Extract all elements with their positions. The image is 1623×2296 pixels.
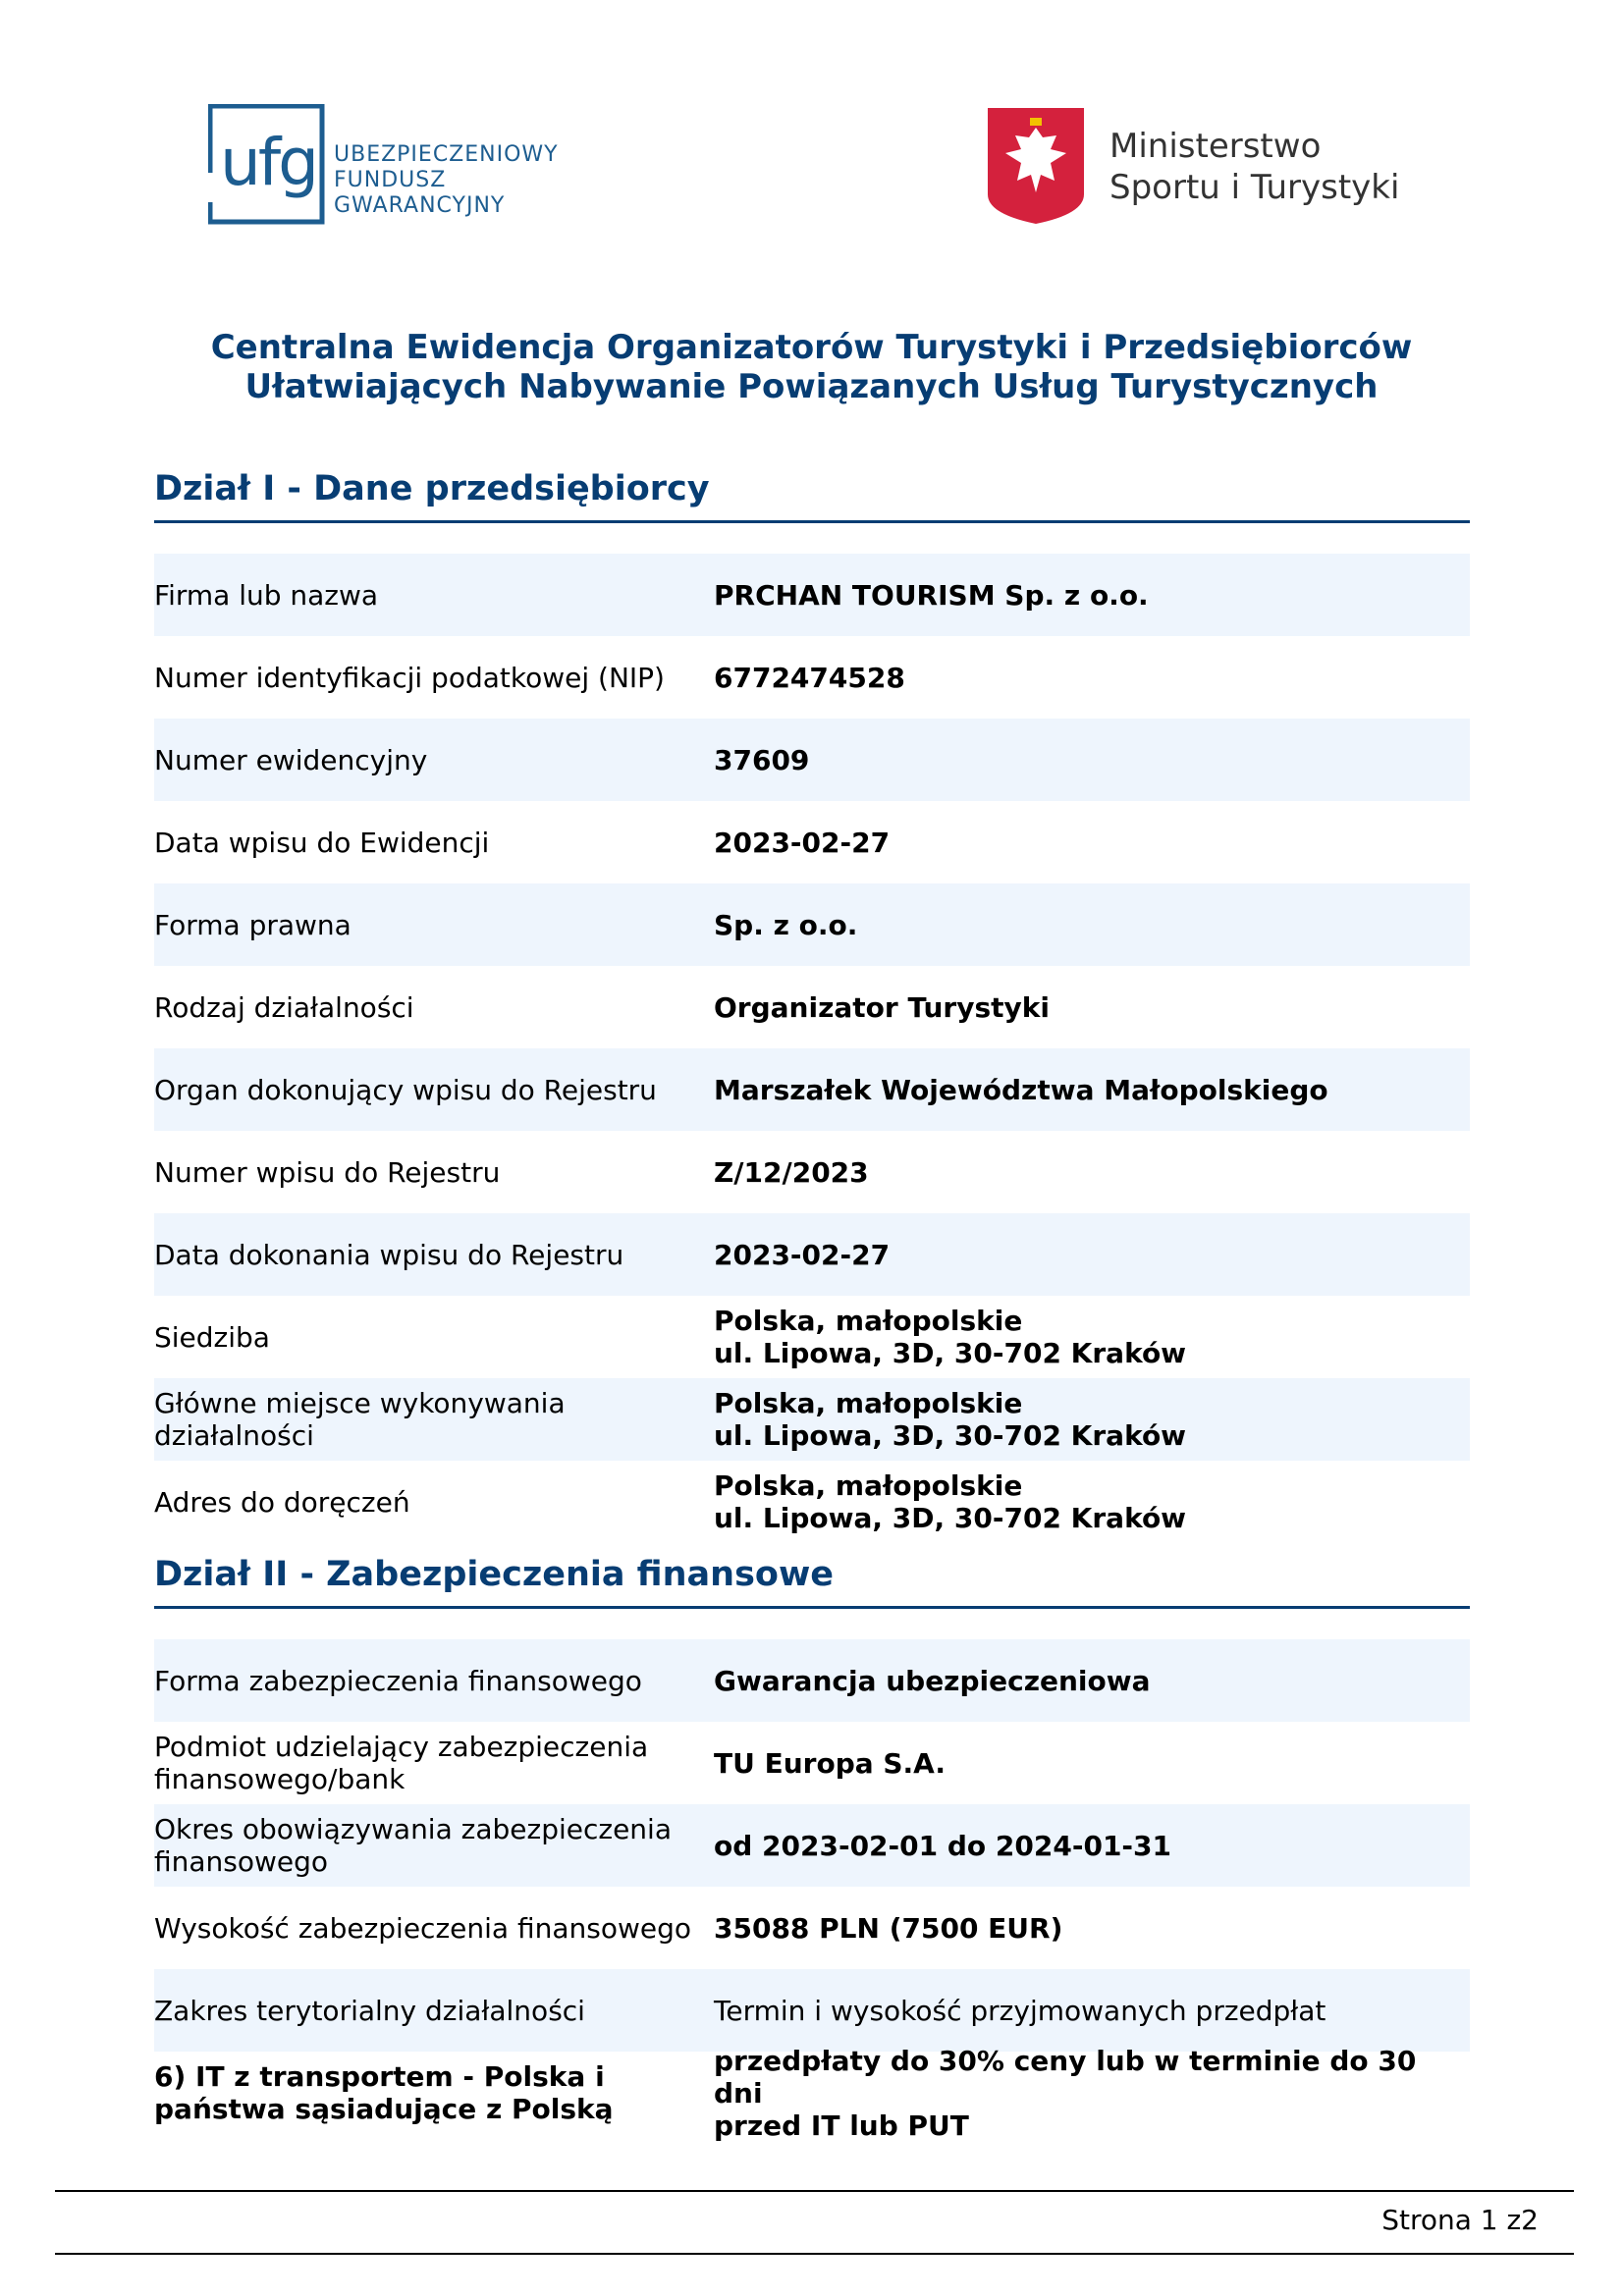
ministry-logo (986, 106, 1398, 228)
table-row (154, 1461, 1470, 1543)
table-row (154, 801, 1470, 883)
table-row (154, 1296, 1470, 1378)
row-value: 6772474528 (714, 661, 905, 694)
row-value: Gwarancja ubezpieczeniowa (714, 1664, 1151, 1697)
footer-divider-top (55, 2190, 1574, 2192)
ufg-logo-line1: UBEZPIECZENIOWY (334, 142, 559, 167)
row-value-line2: ul. Lipowa, 3D, 30-702 Kraków (714, 1337, 1187, 1369)
row-value-line2: ul. Lipowa, 3D, 30-702 Kraków (714, 1419, 1187, 1452)
row-label (154, 2060, 714, 2125)
table-row (154, 1804, 1470, 1887)
row-value-line1: Polska, małopolskie (714, 1305, 1023, 1337)
row-value: Organizator Turystyki (714, 990, 1050, 1024)
row-label-line1: Podmiot udzielający zabezpieczenia (154, 1731, 649, 1763)
page-number: Strona 1 z2 (1381, 2204, 1539, 2236)
row-label: Numer wpisu do Rejestru (154, 1155, 501, 1189)
row-value (714, 1305, 1470, 1369)
table-row (154, 636, 1470, 719)
table-row (154, 1378, 1470, 1461)
row-label: Wysokość zabezpieczenia finansowego (154, 1911, 691, 1945)
footer-divider-bottom (55, 2253, 1574, 2255)
row-value-line2: przed IT lub PUT (714, 2109, 969, 2142)
row-label: Rodzaj działalności (154, 990, 414, 1024)
section1-heading: Dział I - Dane przedsiębiorcy (154, 469, 1470, 523)
table-row (154, 1131, 1470, 1213)
row-value: TU Europa S.A. (714, 1746, 947, 1780)
row-label: Numer ewidencyjny (154, 743, 428, 776)
document-title (0, 328, 1623, 406)
row-label: Forma zabezpieczenia finansowego (154, 1664, 642, 1697)
row-value-line1: przedpłaty do 30% ceny lub w terminie do 30 dni (714, 2044, 1417, 2109)
section2-table (154, 1639, 1470, 2142)
section1-table (154, 554, 1470, 1543)
row-value: 2023-02-27 (714, 1238, 891, 1271)
row-value: 2023-02-27 (714, 826, 891, 859)
table-row (154, 1639, 1470, 1722)
row-value: 35088 PLN (7500 EUR) (714, 1911, 1063, 1945)
row-label (154, 1387, 714, 1452)
table-row (154, 883, 1470, 966)
table-row (154, 554, 1470, 636)
row-label-line2: finansowego/bank (154, 1763, 406, 1795)
row-label: Data dokonania wpisu do Rejestru (154, 1238, 624, 1271)
row-value (714, 1387, 1470, 1452)
row-value: Marszałek Województwa Małopolskiego (714, 1073, 1328, 1106)
row-label: Adres do doręczeń (154, 1485, 410, 1519)
row-label: Numer identyfikacji podatkowej (NIP) (154, 661, 665, 694)
row-label: Siedziba (154, 1320, 270, 1354)
row-label: Organ dokonujący wpisu do Rejestru (154, 1073, 657, 1106)
row-value: Termin i wysokość przyjmowanych przedpłat (714, 1994, 1326, 2027)
table-row (154, 1887, 1470, 1969)
ufg-logo-letters: ufg (220, 125, 316, 200)
row-value: Z/12/2023 (714, 1155, 869, 1189)
row-label: Zakres terytorialny działalności (154, 1994, 585, 2027)
table-row (154, 1722, 1470, 1804)
ufg-logo-line3: GWARANCYJNY (334, 193, 506, 218)
table-row (154, 719, 1470, 801)
table-row (154, 1213, 1470, 1296)
row-value-line2: ul. Lipowa, 3D, 30-702 Kraków (714, 1502, 1187, 1534)
row-label: Data wpisu do Ewidencji (154, 826, 490, 859)
ufg-logo-line2: FUNDUSZ (334, 168, 447, 192)
row-value: 37609 (714, 743, 810, 776)
row-label-line1: Główne miejsce wykonywania (154, 1387, 566, 1419)
row-label-line2: działalności (154, 1419, 314, 1452)
document-title-line2: Ułatwiających Nabywanie Powiązanych Usług Turystycznych (244, 367, 1379, 406)
table-row (154, 966, 1470, 1048)
table-row (154, 1969, 1470, 2052)
row-label-line2: finansowego (154, 1845, 329, 1878)
row-value (714, 1469, 1470, 1534)
row-value (714, 2045, 1470, 2142)
row-label (154, 1731, 714, 1795)
row-value-line1: Polska, małopolskie (714, 1387, 1023, 1419)
ministry-logo-line2: Sportu i Turystyki (1109, 168, 1398, 207)
document-title-line1: Centralna Ewidencja Organizatorów Turystyki i Przedsiębiorców (210, 328, 1413, 367)
row-label-line1: 6) IT z transportem - Polska i (154, 2060, 605, 2093)
table-row (154, 1048, 1470, 1131)
section2-heading: Dział II - Zabezpieczenia finansowe (154, 1555, 1470, 1609)
row-label-line2: państwa sąsiadujące z Polską (154, 2093, 614, 2125)
row-label: Firma lub nazwa (154, 578, 379, 612)
row-label (154, 1813, 714, 1878)
row-label: Forma prawna (154, 908, 352, 941)
ufg-logo (208, 104, 581, 226)
row-value: PRCHAN TOURISM Sp. z o.o. (714, 578, 1149, 612)
row-value: od 2023-02-01 do 2024-01-31 (714, 1829, 1172, 1862)
row-label-line1: Okres obowiązywania zabezpieczenia (154, 1813, 672, 1845)
row-value: Sp. z o.o. (714, 908, 858, 941)
ministry-logo-line1: Ministerstwo (1109, 127, 1322, 166)
row-value-line1: Polska, małopolskie (714, 1469, 1023, 1502)
table-row (154, 2044, 1470, 2142)
